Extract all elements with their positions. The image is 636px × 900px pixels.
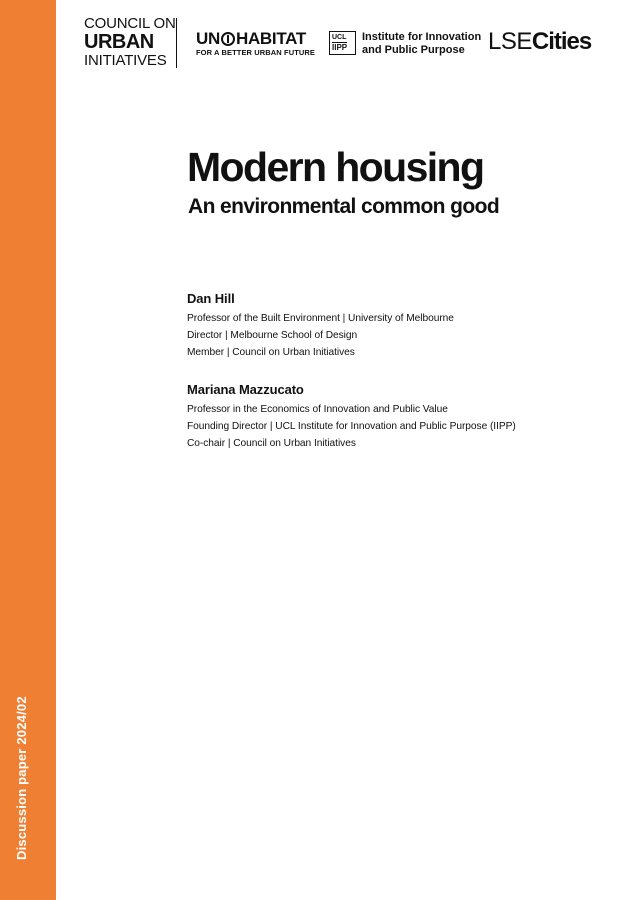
author-name: Dan Hill — [187, 291, 235, 306]
lse-logo-part1: LSE — [488, 28, 532, 55]
un-habitat-tagline: FOR A BETTER URBAN FUTURE — [196, 48, 316, 57]
un-habitat-logo-part1: UN — [196, 29, 220, 48]
ucl-mark-bottom: IIPP — [332, 43, 348, 52]
author-role: Director | Melbourne School of Design — [187, 330, 358, 341]
author-role: Professor of the Built Environment | University of Melbourne — [187, 313, 454, 324]
cui-logo-line1: COUNCIL ON — [84, 15, 176, 32]
iipp-logo-text — [362, 31, 481, 56]
council-on-urban-initiatives-logo — [84, 16, 176, 68]
ucl-iipp-logo-mark — [329, 31, 356, 55]
author-block — [187, 291, 454, 361]
author-role: Co-chair | Council on Urban Initiatives — [187, 438, 356, 449]
lse-cities-logo — [488, 30, 591, 54]
page-title: Modern housing — [187, 144, 484, 190]
author-role: Professor in the Economics of Innovation and Public Value — [187, 404, 448, 415]
iipp-logo-line2: and Public Purpose — [362, 43, 465, 56]
sidebar-band — [0, 0, 56, 900]
series-label: Discussion paper 2024/02 — [14, 696, 29, 860]
globe-icon — [221, 32, 235, 46]
page-subtitle: An environmental common good — [188, 195, 500, 218]
logo-divider — [176, 18, 177, 68]
author-role: Member | Council on Urban Initiatives — [187, 347, 355, 358]
un-habitat-logo — [196, 30, 315, 57]
un-habitat-logo-part2: HABITAT — [235, 29, 306, 48]
ucl-mark-top: UCL — [332, 34, 347, 41]
author-role: Founding Director | UCL Institute for Innovation and Public Purpose (IIPP) — [187, 421, 516, 432]
cui-logo-line3: INITIATIVES — [84, 52, 167, 69]
author-block — [187, 382, 516, 452]
cui-logo-line2: URBAN — [84, 31, 154, 53]
author-name: Mariana Mazzucato — [187, 382, 304, 397]
lse-logo-part2: Cities — [531, 28, 592, 55]
iipp-logo-line1: Institute for Innovation — [362, 31, 482, 43]
